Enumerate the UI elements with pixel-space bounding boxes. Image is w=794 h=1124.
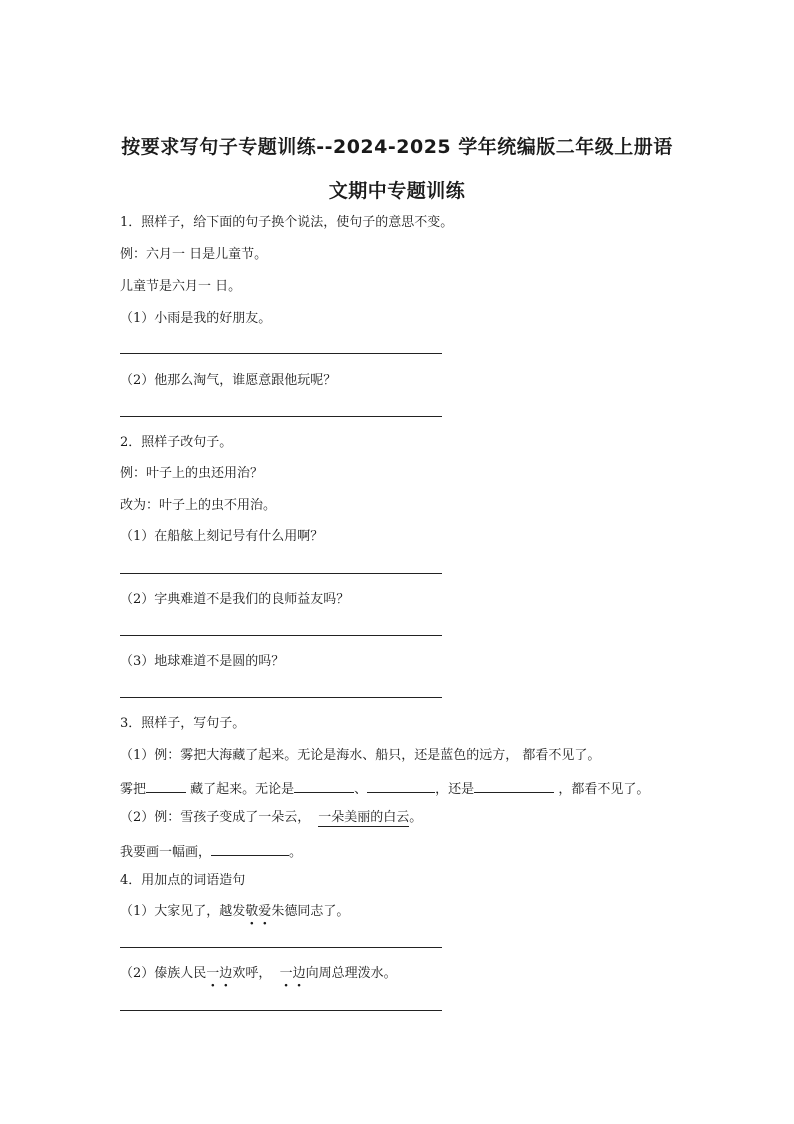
q4-item2-dotted-2: 边	[219, 966, 233, 981]
q3-blank-3[interactable]	[367, 779, 435, 793]
q4-item1-pre: （1）大家见了，越发	[120, 904, 246, 919]
title-line-2: 文期中专题训练	[328, 180, 466, 202]
q4-answer-line-2[interactable]	[120, 1010, 442, 1011]
q2-prompt: 2．照样子改句子。	[120, 435, 233, 450]
q3-fill2-text-b: 。	[289, 845, 303, 860]
q3-item-1: （1）例：雾把大海藏了起来。无论是海水、船只，还是蓝色的远方， 都看不见了。	[120, 748, 601, 763]
q1-prompt: 1．照样子，给下面的句子换个说法，使句子的意思不变。	[120, 215, 454, 230]
q3-fill1-text-d: ，还是	[435, 782, 475, 797]
q1-item-1: （1）小雨是我的好朋友。	[120, 311, 272, 326]
q4-answer-line-1[interactable]	[120, 947, 442, 948]
q3-prompt: 3．照样子，写句子。	[120, 716, 246, 731]
q3-fill1-text-c: 、	[354, 782, 368, 797]
q4-item1-dotted-1: 敬	[245, 904, 259, 919]
q2-item-1: （1）在船舷上刻记号有什么用啊？	[120, 529, 324, 544]
q1-example-1: 例：六月一 日是儿童节。	[120, 247, 268, 262]
q4-item2-dotted-4: 边	[292, 966, 306, 981]
q4-item2-dotted-3: 一	[279, 966, 293, 981]
q4-item2-dotted-1: 一	[206, 966, 220, 981]
q3-item-2	[120, 810, 422, 826]
q4-item2-mid: 欢呼，	[232, 966, 280, 981]
q2-answer-line-2[interactable]	[120, 635, 442, 636]
q1-answer-line-1[interactable]	[120, 353, 442, 354]
q2-example-2: 改为：叶子上的虫不用治。	[120, 498, 277, 513]
q3-fill1-text-b: 藏了起来。无论是	[186, 782, 295, 797]
q4-item-2	[120, 966, 397, 982]
q3-fill1-text-a: 雾把	[120, 782, 147, 797]
q3-fill2-text-a: 我要画一幅画，	[120, 845, 212, 860]
q3-item2-underlined: 一朵美丽的白云	[318, 810, 410, 825]
q3-item2-text: （2）例：雪孩子变成了一朵云，	[120, 810, 311, 825]
q2-item-3: （3）地球难道不是圆的吗？	[120, 654, 285, 669]
title-line-1: 按要求写句子专题训练--2024-2025 学年统编版二年级上册语	[121, 136, 673, 158]
q1-answer-line-2[interactable]	[120, 416, 442, 417]
q1-item-2: （2）他那么淘气，谁愿意跟他玩呢？	[120, 373, 337, 388]
q4-prompt: 4．用加点的词语造句	[120, 873, 246, 888]
q3-blank-2[interactable]	[294, 779, 354, 793]
q3-item2-end: 。	[409, 810, 423, 825]
q2-answer-line-3[interactable]	[120, 697, 442, 698]
q3-blank-5[interactable]	[211, 842, 289, 856]
q1-example-2: 儿童节是六月一 日。	[120, 279, 242, 294]
q2-answer-line-1[interactable]	[120, 573, 442, 574]
q4-item-1	[120, 904, 349, 920]
q3-blank-4[interactable]	[474, 779, 554, 793]
q3-blank-1[interactable]	[146, 779, 186, 793]
q3-fill-sentence-1	[120, 779, 649, 798]
q2-item-2: （2）字典难道不是我们的良师益友吗？	[120, 592, 350, 607]
q4-item2-post: 向周总理泼水。	[305, 966, 397, 981]
q4-item1-dotted-2: 爱	[258, 904, 272, 919]
q4-item2-pre: （2）傣族人民	[120, 966, 207, 981]
q2-example-1: 例：叶子上的虫还用治？	[120, 466, 264, 481]
q3-fill-sentence-2	[120, 842, 302, 861]
q4-item1-post: 朱德同志了。	[271, 904, 350, 919]
q3-fill1-text-e: ，都看不见了。	[554, 782, 650, 797]
